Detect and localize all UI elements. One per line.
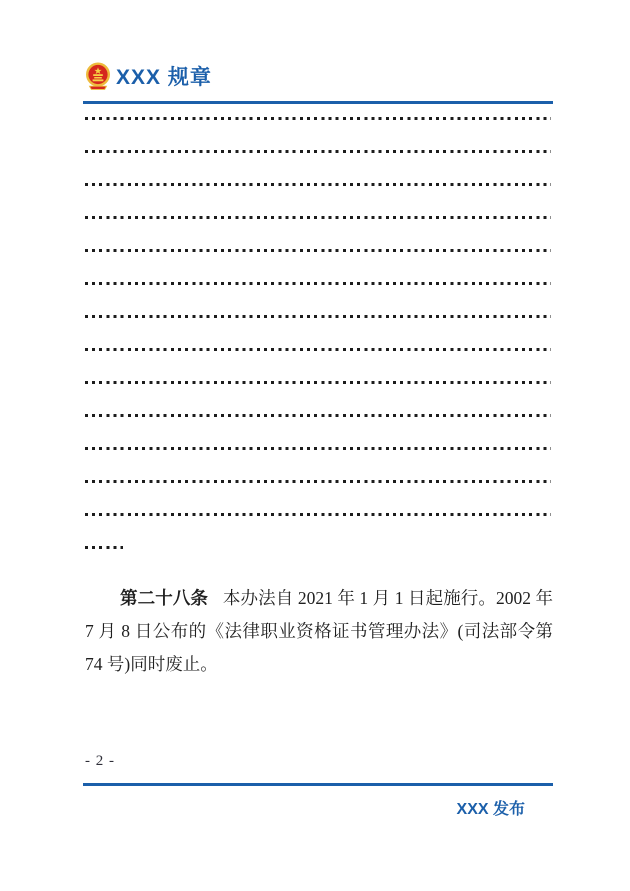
dot-line: [85, 282, 551, 285]
dot-line: [85, 315, 551, 318]
dot-line: [85, 414, 551, 417]
footer-rule: [83, 783, 553, 786]
article-paragraph: [85, 582, 553, 681]
dot-line: [85, 513, 551, 516]
dot-line: [85, 183, 551, 186]
article-number: 第二十八条: [120, 587, 209, 608]
national-emblem-icon: [85, 62, 111, 91]
redacted-dots-section: [85, 117, 551, 579]
dot-line: [85, 150, 551, 153]
dot-line-short: [85, 546, 123, 549]
dot-line: [85, 381, 551, 384]
article-text: 本办法自 2021 年 1 月 1 日起施行。2002 年 7 月 8 日公布的《法律职业资格证书管理办法》(司法部令第 74 号)同时废止。: [85, 587, 554, 674]
dot-line: [85, 480, 551, 483]
document-header: [85, 61, 212, 91]
dot-line: [85, 117, 551, 120]
dot-line: [85, 216, 551, 219]
page-number: - 2 -: [85, 753, 115, 769]
publisher-label: XXX 发布: [456, 801, 525, 818]
header-rule: [83, 101, 553, 104]
dot-line: [85, 249, 551, 252]
dot-line: [85, 348, 551, 351]
header-title: XXX 规章: [116, 66, 212, 89]
dot-line: [85, 447, 551, 450]
